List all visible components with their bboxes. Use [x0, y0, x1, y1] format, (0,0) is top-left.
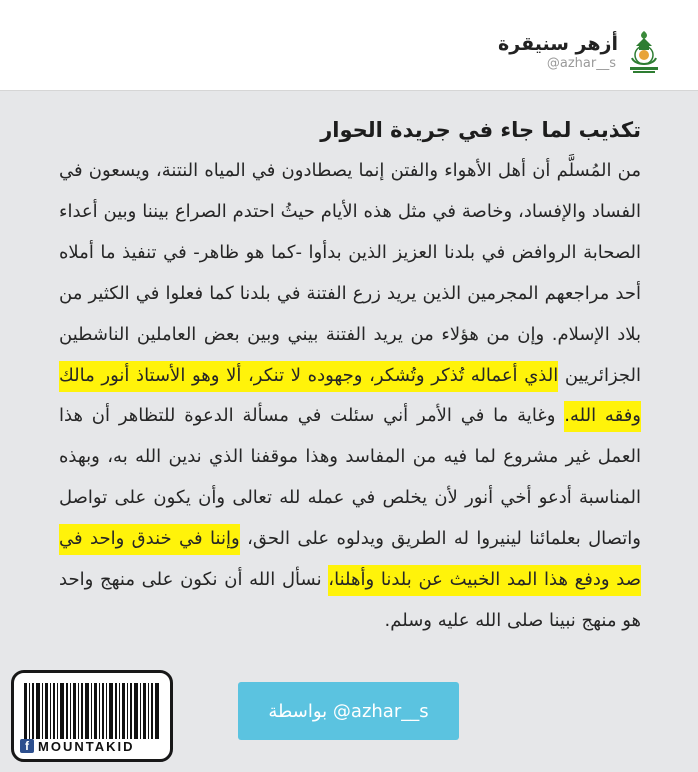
account-name[interactable]: أزهر سنيقرة: [498, 33, 618, 55]
body-paragraph-1: من المُسلَّم أن أهل الأهواء والفتن إنما يصطادون في المياه النتنة، ويسعون في الفساد والإفساد، وخاصة في مثل هذه الأيام حيثُ احتدم الصراع بيننا وبين أعداء الصحابة الروافض في بلدنا العزيز الذين بدأوا -كما هو ظاهر- في تنفيذ ما أملاه أحد مراجعهم المجرمين الذين يريد زرع الفتنة في بلدنا كما فعلوا في الكثير من بلاد الإسلام. وإن من هؤلاء من يريد الفتنة بيني وبين بعض العاملين الناشطين الجزائريين: [59, 160, 641, 386]
via-button-label: بواسطة @azhar__s: [268, 700, 429, 722]
facebook-icon: f: [20, 739, 34, 753]
post-body: [59, 151, 641, 642]
body-paragraph-3: نسأل الله أن نكون على منهج واحد هو منهج نبينا صلى الله عليه وسلم.: [59, 569, 641, 631]
highlighted-text-2: وإننا في خندق واحد في صد ودفع هذا المد الخبيث عن بلدنا وأهلنا،: [59, 524, 641, 596]
profile-header: [0, 0, 698, 91]
barcode-icon: [22, 683, 162, 739]
post-title: تكذيب لما جاء في جريدة الحوار: [320, 118, 641, 142]
body-paragraph-2: وغاية ما في الأمر أني سئلت في مسألة الدعوة للتظاهر أن هذا العمل غير مشروع لما فيه من المفاسد وهذا موقفنا الذي ندين الله به، وبهذه المناسبة أدعو أخي أنور لأن يخلص في عمله لله تعالى وأن يكون على تواصل واتصال بعلمائنا لينيروا له الطريق ويدلوه على الحق،: [59, 405, 641, 550]
highlighted-text-1: الذي أعماله تُذكر وتُشكر، وجهوده لا تنكر، ألا وهو الأستاذ أنور مالك وفقه الله.: [59, 361, 641, 433]
mountakid-watermark: [11, 670, 173, 762]
via-button[interactable]: [238, 682, 459, 740]
account-handle[interactable]: @azhar__s: [546, 56, 616, 71]
watermark-brand: [20, 737, 168, 755]
center-logo-icon: [626, 28, 662, 76]
watermark-brand-text: MOUNTAKID: [38, 738, 135, 754]
